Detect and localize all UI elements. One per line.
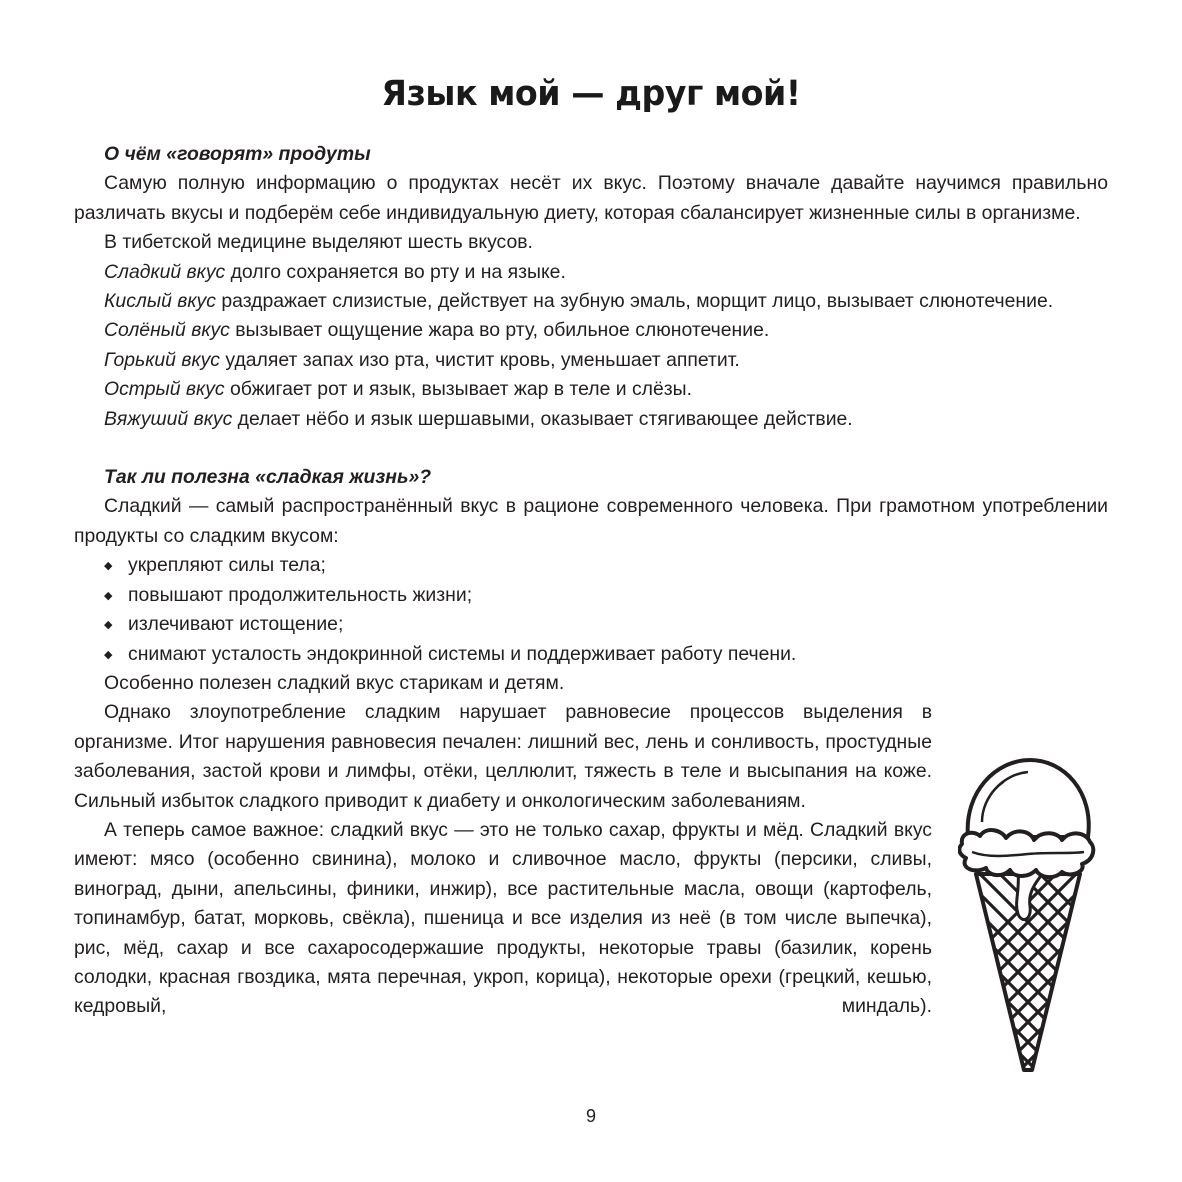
paragraph-sweet-intro: Сладкий — самый распространённый вкус в рационе современного человека. При грамотном употреблении продукты со сладким вкусом:	[74, 495, 1108, 547]
taste-sour	[74, 287, 1108, 316]
page-title: Язык мой — друг мой!	[381, 74, 801, 114]
taste-spicy	[74, 375, 1108, 404]
taste-name: Солёный вкус	[104, 319, 230, 342]
taste-description: вызывает ощущение жара во рту, обильное слюнотечение.	[229, 319, 770, 342]
taste-bitter	[74, 346, 1108, 375]
page-number: 9	[585, 1106, 596, 1126]
taste-description: долго сохраняется во рту и на языке.	[225, 260, 566, 283]
taste-sweet	[74, 258, 1108, 287]
taste-description: раздражает слизистые, действует на зубную эмаль, морщит лицо, вызывает слюнотечение.	[215, 290, 1054, 313]
taste-name: Сладкий вкус	[104, 260, 226, 283]
list-item: ◆ излечивают истощение;	[104, 610, 1108, 639]
list-item: ◆ повышают продолжительность жизни;	[104, 581, 1108, 610]
taste-salty	[74, 316, 1108, 345]
taste-name: Кислый вкус	[104, 290, 216, 313]
page-body	[74, 140, 1108, 1022]
taste-name: Острый вкус	[104, 378, 225, 401]
paragraph-old-children: Особенно полезен сладкий вкус старикам и детям.	[104, 671, 565, 694]
paragraph-important: А теперь самое важное: сладкий вкус — это не только сахар, фрукты и мёд. Сладкий вкус имеют: мясо (особенно свинина), молоко и сливочное масло, фрукты (персики, сливы, виноград, дыни, апельсины, финики, инжир), все растительные масла, овощи (картофель, топинамбур, батат, морковь, свёкла), пшеница и все изделия из неё (в том числе выпечка), рис, мёд, сахар и все сахаросодержашие продукты, некоторые травы (базилик, корень солодки, красная гвоздика, мята перечная, укроп, корица), некоторые орехи (грецкий, кешью, кедровый, миндаль).	[74, 818, 932, 1018]
wrapped-text-block	[74, 698, 932, 1021]
list-item: ◆ снимают усталость эндокринной системы и поддерживает работу печени.	[104, 640, 1108, 669]
list-item: ◆ укрепляют силы тела;	[104, 551, 1108, 580]
section-heading-sweet-life: Так ли полезна «сладкая жизнь»?	[104, 466, 432, 489]
paragraph-abuse: Однако злоупотребление сладким нарушает равновесие процессов выделения в организме. Итог нарушения равновесия печален: лишний вес, лень и сонливость, простудные заболевания, застой крови и лимфы, отёки, целлюлит, тяжесть в теле и высыпания на коже. Сильный избыток сладкого приводит к диабету и онкологическим заболеваниям.	[74, 701, 932, 812]
taste-name: Горький вкус	[104, 348, 221, 371]
paragraph-intro: Самую полную информацию о продуктах несёт их вкус. Поэтому вначале давайте научимся правильно различать вкусы и подберём себе индивидуальную диету, которая сбалансирует жизненные силы в организме.	[74, 172, 1108, 224]
taste-description: обжигает рот и язык, вызывает жар в теле и слёзы.	[224, 378, 692, 401]
benefits-list	[74, 551, 1108, 669]
section-heading-products: О чём «говорят» продуты	[104, 143, 371, 165]
ice-cream-cone-icon	[958, 752, 1098, 1077]
paragraph-six-tastes: В тибетской медицине выделяют шесть вкусов.	[104, 231, 533, 254]
taste-description: делает нёбо и язык шершавыми, оказывает стягивающее действие.	[232, 407, 853, 430]
taste-description: удаляет запах изо рта, чистит кровь, уменьшает аппетит.	[220, 348, 740, 371]
taste-name: Вяжуший вкус	[104, 407, 233, 430]
taste-astringent	[74, 405, 1108, 434]
